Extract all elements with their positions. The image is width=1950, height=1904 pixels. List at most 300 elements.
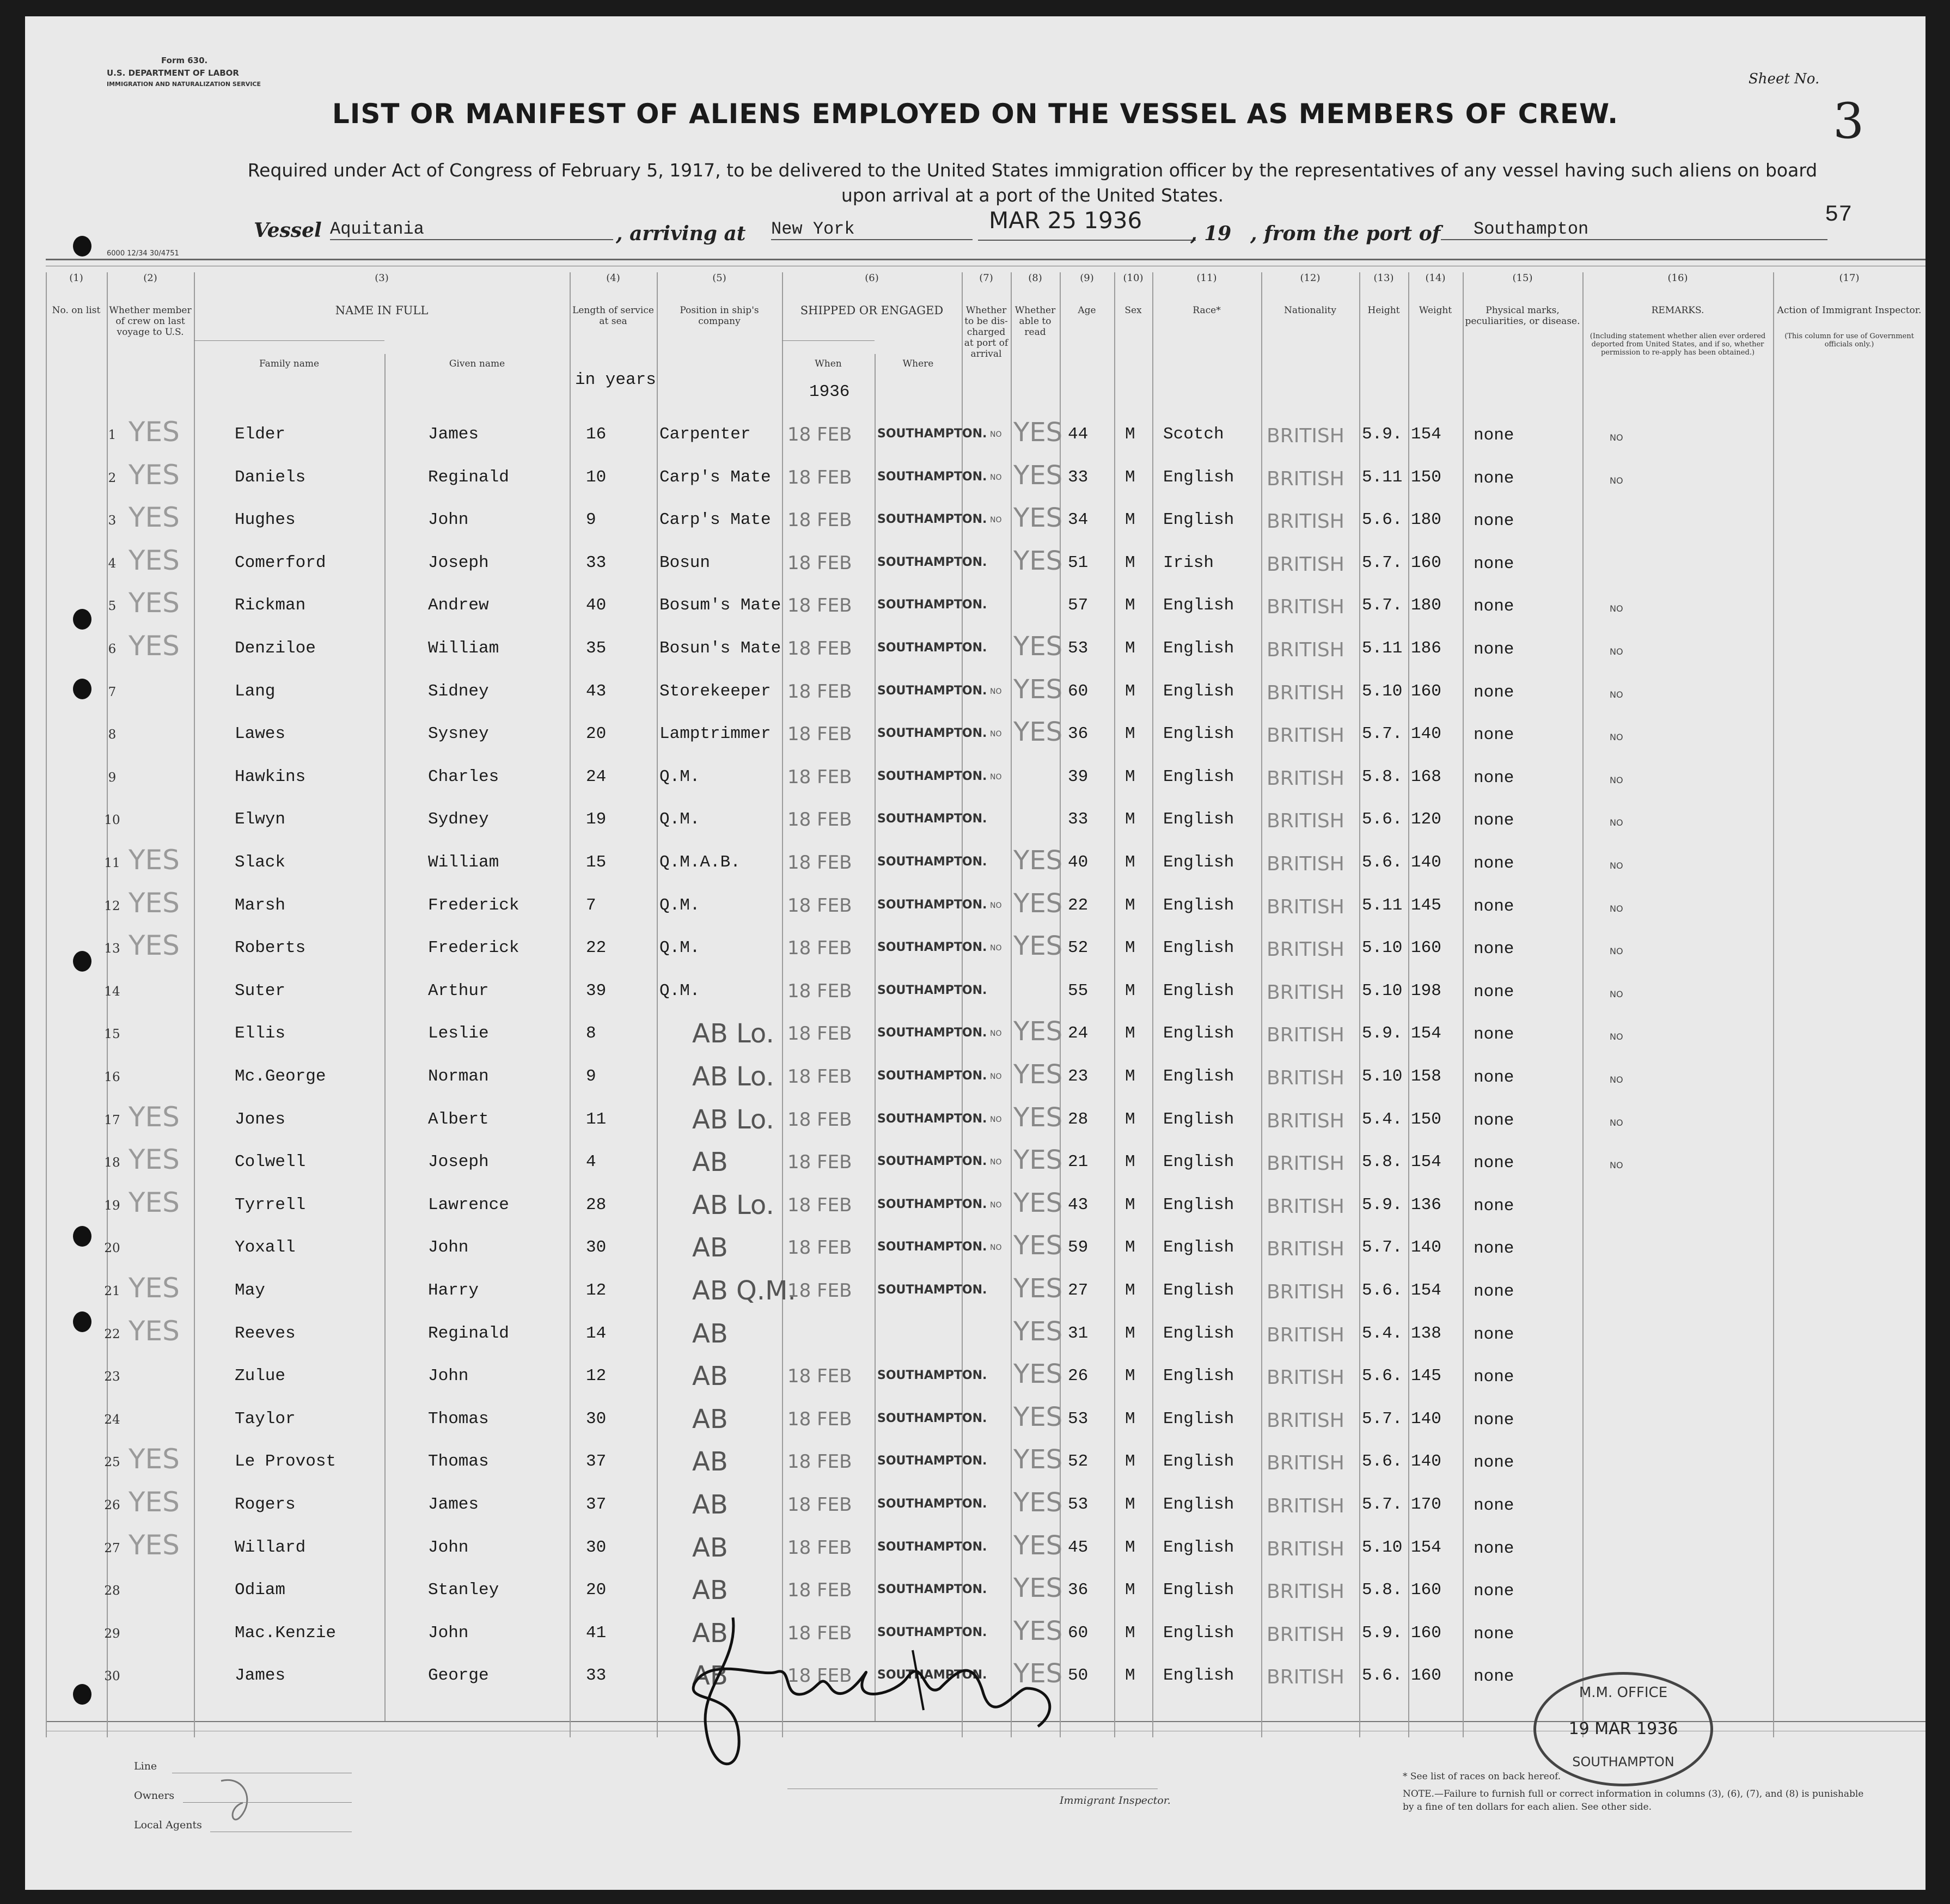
sex: M [1125, 468, 1135, 487]
nationality: BRITISH [1267, 810, 1344, 832]
nationality: BRITISH [1267, 1452, 1344, 1474]
row-number: 26 [104, 1498, 120, 1512]
shipped-where: SOUTHAMPTON. [877, 1155, 987, 1168]
age: 51 [1068, 553, 1089, 572]
given-name: John [428, 510, 469, 529]
height: 5.7. [1362, 1495, 1403, 1514]
height: 5.11 [1362, 468, 1403, 487]
prev-voyage-stamp: YES [129, 416, 180, 448]
nationality: BRITISH [1267, 1624, 1344, 1646]
weight: 180 [1411, 510, 1441, 529]
weight: 168 [1411, 767, 1441, 786]
shipped-when: 18 FEB [787, 467, 852, 489]
age: 27 [1068, 1281, 1089, 1300]
service-years: 16 [586, 425, 607, 444]
row-number: 4 [108, 557, 117, 571]
service-years: 9 [586, 510, 596, 529]
stamp-port: SOUTHAMPTON [1572, 1754, 1674, 1769]
sex: M [1125, 1624, 1135, 1643]
race: English [1163, 510, 1234, 529]
discharge-flag: NO [990, 1201, 1002, 1210]
able-to-read: YES [1013, 1359, 1063, 1389]
shipped-when: 18 FEB [787, 1237, 852, 1259]
sex: M [1125, 1067, 1135, 1086]
height: 5.6. [1362, 1452, 1403, 1471]
given-name: John [428, 1366, 469, 1386]
weight: 160 [1411, 1580, 1441, 1600]
discharge-flag: NO [990, 687, 1002, 696]
shipped-where: SOUTHAMPTON. [877, 1112, 987, 1126]
row-number: 15 [104, 1027, 120, 1041]
position: AB [692, 1575, 728, 1606]
sex: M [1125, 639, 1135, 658]
nationality: BRITISH [1267, 1580, 1344, 1603]
given-name: Norman [428, 1067, 489, 1086]
race: English [1163, 1366, 1234, 1386]
family-name: Odiam [235, 1580, 286, 1600]
given-name: Reginald [428, 468, 509, 487]
column-divider [1114, 272, 1115, 1737]
print-code: 6000 12/34 30/4751 [107, 249, 179, 258]
given-name: Stanley [428, 1580, 499, 1600]
page-title: LIST OR MANIFEST OF ALIENS EMPLOYED ON THE VESSEL AS MEMBERS OF CREW. [332, 98, 1619, 130]
row-number: 29 [104, 1627, 120, 1641]
shipped-when: 18 FEB [787, 766, 852, 788]
weight: 154 [1411, 1024, 1441, 1043]
weight: 140 [1411, 724, 1441, 743]
shipped-when: 18 FEB [787, 1066, 852, 1088]
position: Carpenter [659, 425, 751, 444]
given-name: Joseph [428, 553, 489, 572]
given-name: Frederick [428, 938, 519, 957]
physical-marks: none [1474, 1325, 1514, 1344]
position: AB [692, 1533, 728, 1563]
position: Carp's Mate [659, 510, 771, 529]
discharge-flag: NO [990, 516, 1002, 524]
position: Q.M. [659, 767, 700, 786]
physical-marks: none [1474, 640, 1514, 659]
column-header: Action of Immigrant Inspector. [1777, 305, 1922, 316]
physical-marks: none [1474, 1239, 1514, 1258]
column-header: Whether to be dis-charged at port of arrival [964, 305, 1008, 359]
column-header: REMARKS. [1651, 305, 1704, 316]
sex: M [1125, 767, 1135, 786]
nationality: BRITISH [1267, 553, 1344, 576]
able-to-read: YES [1013, 631, 1063, 662]
column-header: NAME IN FULL [335, 304, 429, 317]
line-label: Line [134, 1760, 157, 1772]
service-years: 40 [586, 596, 607, 615]
nationality: BRITISH [1267, 981, 1344, 1004]
position: AB [692, 1361, 728, 1392]
height: 5.4. [1362, 1110, 1403, 1129]
column-header: Position in ship's company [680, 305, 759, 327]
row-number: 9 [108, 771, 117, 785]
weight: 198 [1411, 981, 1441, 1000]
service-years: 4 [586, 1152, 596, 1171]
position: AB Q.M. [692, 1276, 796, 1306]
name-subdivider [384, 354, 386, 1721]
inspector-signature [668, 1596, 1158, 1814]
position: AB [692, 1147, 728, 1177]
given-name: Albert [428, 1110, 489, 1129]
given-name: Charles [428, 767, 499, 786]
row-number: 30 [104, 1669, 120, 1683]
family-name: Elder [235, 425, 286, 444]
physical-marks: none [1474, 1411, 1514, 1430]
position: Q.M. [659, 896, 700, 915]
weight: 140 [1411, 853, 1441, 872]
race: English [1163, 682, 1234, 701]
age: 52 [1068, 1452, 1089, 1471]
remarks: NO [1610, 689, 1623, 700]
nationality: BRITISH [1267, 1366, 1344, 1389]
column-header: SHIPPED OR ENGAGED [800, 304, 944, 317]
race: English [1163, 468, 1234, 487]
prev-voyage-stamp: YES [129, 930, 180, 961]
physical-marks: none [1474, 982, 1514, 1002]
age: 53 [1068, 1495, 1089, 1514]
column-number: (6) [865, 272, 879, 284]
family-name: Suter [235, 981, 286, 1000]
service-years: 15 [586, 853, 607, 872]
age: 24 [1068, 1024, 1089, 1043]
sex: M [1125, 1538, 1135, 1557]
binder-hole [73, 679, 91, 699]
age: 34 [1068, 510, 1089, 529]
column-number: (16) [1667, 272, 1688, 284]
given-name: John [428, 1538, 469, 1557]
weight: 140 [1411, 1409, 1441, 1429]
family-name: Ellis [235, 1024, 286, 1043]
arriving-port: New York [771, 219, 973, 240]
height: 5.9. [1362, 1624, 1403, 1643]
office-stamp [1533, 1672, 1713, 1786]
race: English [1163, 896, 1234, 915]
column-divider [1359, 272, 1360, 1737]
height: 5.10 [1362, 1067, 1403, 1086]
sex: M [1125, 810, 1135, 829]
shipped-where: SOUTHAMPTON. [877, 684, 987, 698]
given-name: John [428, 1624, 469, 1643]
physical-marks: none [1474, 1667, 1514, 1686]
height: 5.6. [1362, 510, 1403, 529]
given-name: Reginald [428, 1324, 509, 1343]
race: English [1163, 1110, 1234, 1129]
race: English [1163, 596, 1234, 615]
family-name: Colwell [235, 1152, 306, 1171]
column-header: Age [1078, 305, 1096, 316]
service-years: 30 [586, 1409, 607, 1429]
service-years: 39 [586, 981, 607, 1000]
sex: M [1125, 1238, 1135, 1257]
sheet-number: 3 [1833, 93, 1865, 150]
nationality: BRITISH [1267, 1324, 1344, 1346]
physical-marks: none [1474, 1539, 1514, 1558]
remarks: NO [1610, 1118, 1623, 1128]
given-name: James [428, 425, 479, 444]
height: 5.6. [1362, 810, 1403, 829]
column-divider [107, 272, 108, 1737]
from-port: Southampton [1441, 219, 1827, 240]
race: Irish [1163, 553, 1214, 572]
table-top-rule [46, 259, 1925, 260]
physical-marks: none [1474, 1197, 1514, 1216]
race: English [1163, 1152, 1234, 1171]
sex: M [1125, 853, 1135, 872]
row-number: 19 [104, 1199, 120, 1213]
stamp-office: M.M. OFFICE [1579, 1685, 1668, 1701]
column-number: (2) [143, 272, 157, 284]
service-years: 43 [586, 682, 607, 701]
able-to-read: YES [1013, 1530, 1063, 1561]
sex: M [1125, 1452, 1135, 1471]
column-number: (14) [1425, 272, 1446, 284]
weight: 150 [1411, 468, 1441, 487]
able-to-read: YES [1013, 1273, 1063, 1304]
service-years: 41 [586, 1624, 607, 1643]
column-header: Whether able to read [1014, 305, 1056, 338]
physical-marks: none [1474, 426, 1514, 445]
family-name: Lawes [235, 724, 286, 743]
physical-marks: none [1474, 1111, 1514, 1130]
sex: M [1125, 596, 1135, 615]
service-years: 35 [586, 639, 607, 658]
race: Scotch [1163, 425, 1224, 444]
service-years: 22 [586, 938, 607, 957]
shipped-when: 18 FEB [787, 1451, 852, 1473]
race: English [1163, 1238, 1234, 1257]
row-number: 27 [104, 1541, 120, 1555]
shipped-year: 1936 [809, 382, 850, 401]
family-name: Yoxall [235, 1238, 296, 1257]
age: 23 [1068, 1067, 1089, 1086]
prev-voyage-stamp: YES [129, 1315, 180, 1347]
physical-marks: none [1474, 469, 1514, 488]
nationality: BRITISH [1267, 1495, 1344, 1517]
page-subtitle: Required under Act of Congress of February 5, 1917, to be delivered to the United States immigration officer by the representatives of any vessel having such aliens on board upon arrival at a port of the United States. [247, 160, 1818, 206]
column-subheader: When [815, 358, 842, 369]
binder-hole [73, 236, 91, 257]
shipped-when: 18 FEB [787, 895, 852, 917]
column-header: Whether member of crew on last voyage to U.S. [109, 305, 192, 338]
physical-marks: none [1474, 1625, 1514, 1644]
weight: 170 [1411, 1495, 1441, 1514]
given-name: Sysney [428, 724, 489, 743]
column-divider [1773, 272, 1774, 1737]
weight: 160 [1411, 682, 1441, 701]
row-number: 3 [108, 514, 117, 528]
shipped-where: SOUTHAMPTON. [877, 1540, 987, 1554]
column-number: (11) [1196, 272, 1217, 284]
column-divider [1582, 272, 1584, 1737]
nationality: BRITISH [1267, 425, 1344, 447]
from-port-label: , from the port of [1250, 222, 1441, 245]
row-number: 28 [104, 1584, 120, 1598]
row-number: 7 [108, 685, 117, 699]
weight: 186 [1411, 639, 1441, 658]
remarks: NO [1610, 603, 1623, 614]
shipped-when: 18 FEB [787, 937, 852, 959]
height: 5.7. [1362, 724, 1403, 743]
physical-marks: none [1474, 597, 1514, 616]
position: AB Lo. [692, 1018, 774, 1049]
sex: M [1125, 1580, 1135, 1600]
prev-voyage-stamp: YES [129, 1101, 180, 1133]
prev-voyage-stamp: YES [129, 459, 180, 491]
shipped-when: 18 FEB [787, 1023, 852, 1045]
race: English [1163, 1024, 1234, 1043]
nationality: BRITISH [1267, 1666, 1344, 1688]
weight: 160 [1411, 1666, 1441, 1685]
nationality: BRITISH [1267, 1281, 1344, 1303]
nationality: BRITISH [1267, 896, 1344, 918]
race: English [1163, 1580, 1234, 1600]
given-name: George [428, 1666, 489, 1685]
position: Bosum's Mate [659, 596, 781, 615]
family-name: Reeves [235, 1324, 296, 1343]
nationality: BRITISH [1267, 767, 1344, 790]
column-divider [782, 272, 783, 1737]
service-name: IMMIGRATION AND NATURALIZATION SERVICE [107, 81, 261, 88]
sex: M [1125, 896, 1135, 915]
position: AB Lo. [692, 1104, 774, 1135]
weight: 140 [1411, 1238, 1441, 1257]
discharge-flag: NO [990, 1243, 1002, 1252]
given-name: Thomas [428, 1409, 489, 1429]
age: 60 [1068, 682, 1089, 701]
column-subheader: Where [902, 358, 934, 369]
position: AB [692, 1404, 728, 1435]
column-divider [570, 272, 571, 1737]
age: 28 [1068, 1110, 1089, 1129]
column-number: (3) [375, 272, 389, 284]
column-header: Height [1367, 305, 1400, 316]
arriving-label: , arriving at [616, 222, 746, 245]
nationality: BRITISH [1267, 724, 1344, 747]
physical-marks: none [1474, 1496, 1514, 1515]
physical-marks: none [1474, 897, 1514, 916]
year-label: , 19 [1190, 222, 1232, 245]
shipped-when: 18 FEB [787, 809, 852, 831]
weight: 154 [1411, 1281, 1441, 1300]
physical-marks: none [1474, 1368, 1514, 1387]
binder-hole [73, 1311, 91, 1332]
able-to-read: YES [1013, 1230, 1063, 1261]
shipped-where: SOUTHAMPTON. [877, 1412, 987, 1425]
weight: 120 [1411, 810, 1441, 829]
age: 50 [1068, 1666, 1089, 1685]
position: AB Lo. [692, 1190, 774, 1220]
race: English [1163, 1409, 1234, 1429]
weight: 150 [1411, 1110, 1441, 1129]
stamp-date: 19 MAR 1936 [1568, 1719, 1678, 1738]
physical-marks: none [1474, 939, 1514, 959]
column-divider [1011, 272, 1012, 1737]
service-years: 12 [586, 1281, 607, 1300]
able-to-read: YES [1013, 1016, 1063, 1047]
able-to-read: YES [1013, 931, 1063, 961]
sex: M [1125, 1666, 1135, 1685]
column-number: (15) [1512, 272, 1533, 284]
discharge-flag: NO [990, 430, 1002, 439]
shipped-when: 18 FEB [787, 1408, 852, 1430]
row-number: 18 [104, 1156, 120, 1170]
given-name: William [428, 853, 499, 872]
shipped-when: 18 FEB [787, 424, 852, 446]
height: 5.8. [1362, 1152, 1403, 1171]
column-header: Physical marks, peculiarities, or disease. [1465, 305, 1580, 327]
column-divider [962, 272, 963, 1737]
able-to-read: YES [1013, 1616, 1063, 1646]
column-header: No. on list [52, 305, 101, 316]
given-name: Harry [428, 1281, 479, 1300]
family-name: May [235, 1281, 265, 1300]
nationality: BRITISH [1267, 1409, 1344, 1432]
age: 43 [1068, 1195, 1089, 1215]
given-name: William [428, 639, 499, 658]
race: English [1163, 1538, 1234, 1557]
nationality: BRITISH [1267, 853, 1344, 875]
position: AB [692, 1490, 728, 1520]
sex: M [1125, 938, 1135, 957]
nationality: BRITISH [1267, 1238, 1344, 1260]
row-number: 5 [108, 599, 117, 613]
height: 5.9. [1362, 1024, 1403, 1043]
shipped-where: SOUTHAMPTON. [877, 1069, 987, 1083]
weight: 136 [1411, 1195, 1441, 1215]
able-to-read: YES [1013, 1316, 1063, 1347]
age: 36 [1068, 1580, 1089, 1600]
owners-underline [183, 1802, 352, 1803]
form-number: Form 630. [161, 56, 208, 65]
family-name: Jones [235, 1110, 286, 1129]
fine-note: NOTE.—Failure to furnish full or correct information in columns (3), (6), (7), and (8) is punishable by a fine of ten dollars for each alien. See other side. [1403, 1789, 1864, 1813]
shipped-where: SOUTHAMPTON. [877, 598, 987, 612]
height: 5.9. [1362, 425, 1403, 444]
weight: 145 [1411, 896, 1441, 915]
column-number: (8) [1028, 272, 1042, 284]
remarks: NO [1610, 861, 1623, 871]
family-name: James [235, 1666, 286, 1685]
physical-marks: none [1474, 811, 1514, 830]
row-number: 20 [104, 1241, 120, 1255]
family-name: Denziloe [235, 639, 316, 658]
discharge-flag: NO [990, 1072, 1002, 1081]
weight: 160 [1411, 553, 1441, 572]
sex: M [1125, 425, 1135, 444]
age: 44 [1068, 425, 1089, 444]
able-to-read: YES [1013, 503, 1063, 533]
given-name: Frederick [428, 896, 519, 915]
family-name: Marsh [235, 896, 286, 915]
age: 59 [1068, 1238, 1089, 1257]
position: Q.M.A.B. [659, 853, 741, 872]
column-subheader-rule [782, 340, 875, 341]
remarks: NO [1610, 1160, 1623, 1170]
age: 22 [1068, 896, 1089, 915]
row-number: 16 [104, 1070, 120, 1084]
family-name: Roberts [235, 938, 306, 957]
shipped-when: 18 FEB [787, 1109, 852, 1131]
row-number: 25 [104, 1455, 120, 1469]
family-name: Taylor [235, 1409, 296, 1429]
physical-marks: none [1474, 511, 1514, 530]
service-years: 8 [586, 1024, 596, 1043]
shipped-where: SOUTHAMPTON. [877, 1283, 987, 1297]
nationality: BRITISH [1267, 938, 1344, 961]
column-number: (13) [1373, 272, 1394, 284]
